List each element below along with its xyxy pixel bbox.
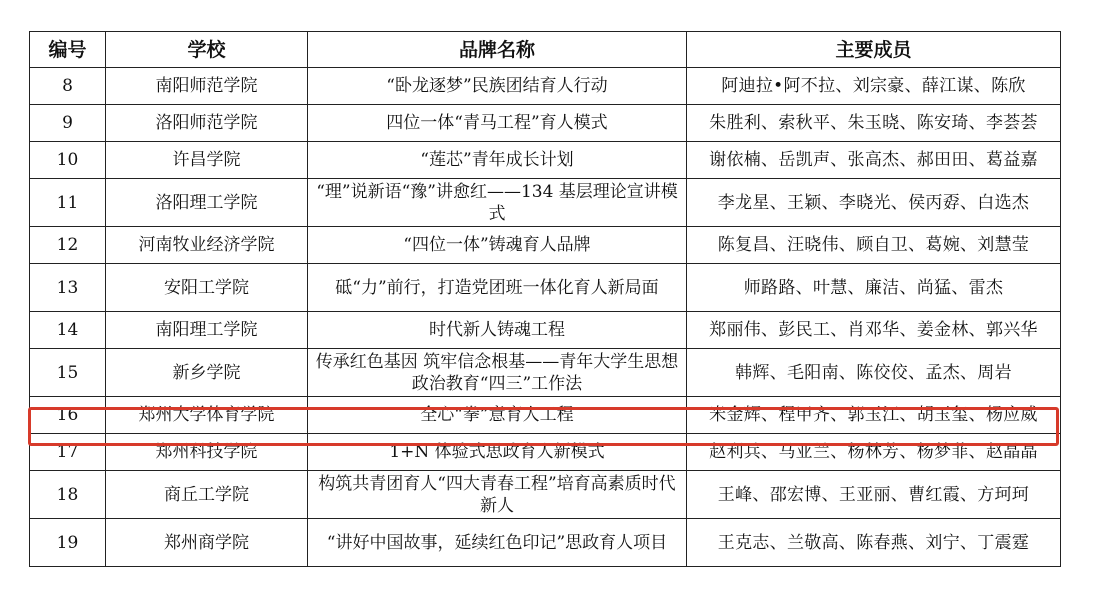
brand-table (29, 31, 1061, 567)
cell-id: 10 (30, 142, 106, 179)
cell-id: 13 (30, 264, 106, 312)
cell-school: 洛阳师范学院 (106, 105, 308, 142)
cell-id: 18 (30, 471, 106, 519)
cell-school: 郑州商学院 (106, 519, 308, 567)
cell-brand: 构筑共青团育人“四大青春工程”培育高素质时代新人 (308, 471, 687, 519)
cell-brand: “莲芯”青年成长计划 (308, 142, 687, 179)
table-row (30, 349, 1061, 397)
cell-id: 17 (30, 434, 106, 471)
table-row (30, 519, 1061, 567)
table-row (30, 68, 1061, 105)
cell-school: 新乡学院 (106, 349, 308, 397)
cell-members: 王克志、兰敬高、陈春燕、刘宁、丁震霆 (687, 519, 1061, 567)
table-row-highlighted (30, 397, 1061, 434)
cell-members: 王峰、邵宏博、王亚丽、曹红霞、方珂珂 (687, 471, 1061, 519)
cell-members: 米金辉、程甲齐、郭玉江、胡玉玺、杨应威 (687, 397, 1061, 434)
cell-members: 李龙星、王颖、李晓光、侯丙孬、白选杰 (687, 179, 1061, 227)
cell-school: 安阳工学院 (106, 264, 308, 312)
table-row (30, 179, 1061, 227)
cell-id: 9 (30, 105, 106, 142)
table-row (30, 434, 1061, 471)
cell-members: 朱胜利、索秋平、朱玉晓、陈安琦、李荟荟 (687, 105, 1061, 142)
cell-id: 14 (30, 312, 106, 349)
table-row (30, 312, 1061, 349)
cell-school: 洛阳理工学院 (106, 179, 308, 227)
cell-id: 16 (30, 397, 106, 434)
cell-school: 郑州大学体育学院 (106, 397, 308, 434)
cell-school: 许昌学院 (106, 142, 308, 179)
header-members: 主要成员 (687, 32, 1061, 68)
cell-brand: 砥“力”前行，打造党团班一体化育人新局面 (308, 264, 687, 312)
cell-members: 韩辉、毛阳南、陈佼佼、孟杰、周岩 (687, 349, 1061, 397)
table-row (30, 142, 1061, 179)
cell-members: 谢依楠、岳凯声、张高杰、郝田田、葛益嘉 (687, 142, 1061, 179)
cell-brand: 全心“拳”意育人工程 (308, 397, 687, 434)
table-row (30, 471, 1061, 519)
cell-brand: 1+N 体验式思政育人新模式 (308, 434, 687, 471)
table-row (30, 264, 1061, 312)
cell-members: 郑丽伟、彭民工、肖邓华、姜金林、郭兴华 (687, 312, 1061, 349)
cell-id: 11 (30, 179, 106, 227)
cell-brand: “四位一体”铸魂育人品牌 (308, 227, 687, 264)
cell-school: 南阳师范学院 (106, 68, 308, 105)
cell-school: 河南牧业经济学院 (106, 227, 308, 264)
cell-members: 赵利兵、马亚兰、杨林芳、杨梦菲、赵晶晶 (687, 434, 1061, 471)
cell-members: 陈复昌、汪晓伟、顾自卫、葛婉、刘慧莹 (687, 227, 1061, 264)
cell-brand: 传承红色基因 筑牢信念根基——青年大学生思想政治教育“四三”工作法 (308, 349, 687, 397)
header-row (30, 32, 1061, 68)
cell-brand: “理”说新语“豫”讲愈红——134 基层理论宣讲模式 (308, 179, 687, 227)
cell-school: 商丘工学院 (106, 471, 308, 519)
cell-id: 12 (30, 227, 106, 264)
cell-id: 15 (30, 349, 106, 397)
cell-id: 19 (30, 519, 106, 567)
cell-members: 阿迪拉•阿不拉、刘宗豪、薛江谋、陈欣 (687, 68, 1061, 105)
header-brand: 品牌名称 (308, 32, 687, 68)
cell-brand: 时代新人铸魂工程 (308, 312, 687, 349)
cell-members: 师路路、叶慧、廉洁、尚猛、雷杰 (687, 264, 1061, 312)
header-school: 学校 (106, 32, 308, 68)
header-id: 编号 (30, 32, 106, 68)
cell-brand: “卧龙逐梦”民族团结育人行动 (308, 68, 687, 105)
cell-brand: “讲好中国故事，延续红色印记”思政育人项目 (308, 519, 687, 567)
table-row (30, 105, 1061, 142)
table-row (30, 227, 1061, 264)
cell-school: 南阳理工学院 (106, 312, 308, 349)
cell-school: 郑州科技学院 (106, 434, 308, 471)
cell-brand: 四位一体“青马工程”育人模式 (308, 105, 687, 142)
cell-id: 8 (30, 68, 106, 105)
